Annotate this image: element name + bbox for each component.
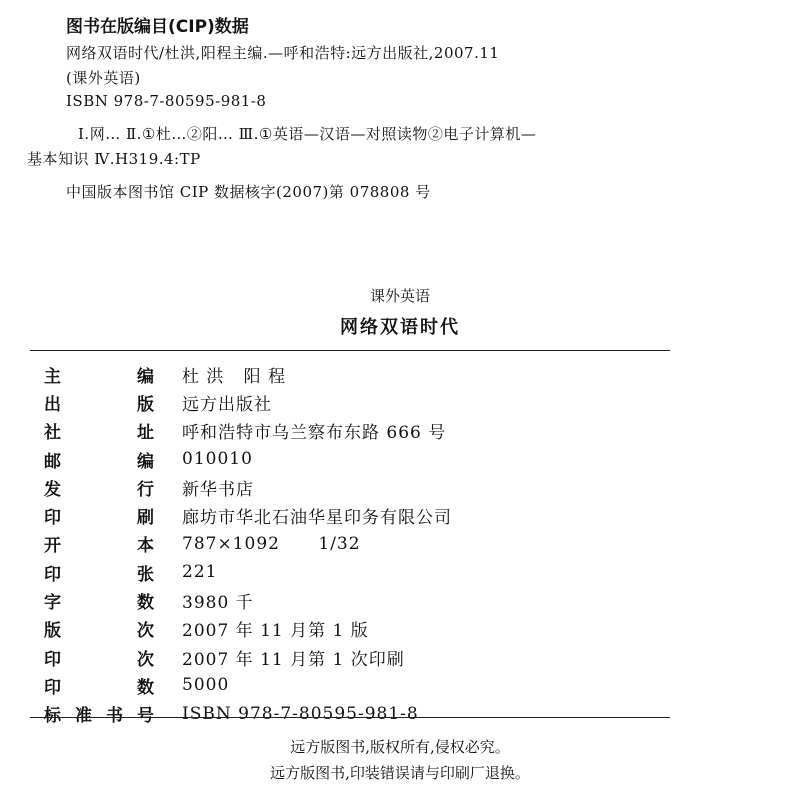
- cip-line-series: (课外英语): [66, 69, 141, 87]
- imprint-row: [44, 473, 664, 501]
- imprint-label-char: 址: [137, 423, 154, 444]
- imprint-label-char: 准: [75, 706, 92, 727]
- imprint-label-char: 邮: [44, 451, 61, 472]
- imprint-value: 221: [182, 562, 218, 583]
- imprint-row: [44, 558, 664, 586]
- imprint-label-char: 刷: [137, 508, 154, 529]
- imprint-label-char: 标: [44, 706, 61, 727]
- imprint-value: 新华书店: [182, 479, 254, 500]
- imprint-value: 3980 千: [182, 593, 254, 614]
- imprint-label-char: 编: [137, 451, 154, 472]
- imprint-label-char: 印: [44, 677, 61, 698]
- imprint-row: [44, 586, 664, 614]
- imprint-value: 010010: [182, 449, 253, 470]
- footer-copyright: 远方版图书,版权所有,侵权必究。: [290, 738, 510, 756]
- imprint-label: [44, 645, 154, 670]
- imprint-row: [44, 700, 664, 728]
- imprint-label: [44, 447, 154, 472]
- imprint-row: [44, 445, 664, 473]
- imprint-label: [44, 503, 154, 528]
- imprint-value: 廊坊市华北石油华星印务有限公司: [182, 508, 452, 529]
- imprint-value: ISBN 978-7-80595-981-8: [182, 703, 419, 724]
- imprint-label-char: 书: [106, 706, 123, 727]
- imprint-row: [44, 530, 664, 558]
- imprint-label-char: 发: [44, 479, 61, 500]
- imprint-label-char: 印: [44, 564, 61, 585]
- imprint-value: 787×1092 1/32: [182, 533, 361, 554]
- cip-line-isbn: ISBN 978-7-80595-981-8: [66, 92, 267, 110]
- cip-title: 图书在版编目(CIP)数据: [66, 17, 249, 37]
- imprint-label: [44, 673, 154, 698]
- imprint-value: 远方出版社: [182, 394, 272, 415]
- imprint-label-char: 数: [137, 677, 154, 698]
- book-series: 课外英语: [369, 287, 430, 305]
- cip-line-classification-1: Ⅰ.网… Ⅱ.①杜…②阳… Ⅲ.①英语—汉语—对照读物②电子计算机—: [78, 125, 537, 143]
- imprint-label-char: 数: [137, 593, 154, 614]
- imprint-label: [44, 362, 154, 387]
- imprint-label-char: 次: [137, 621, 154, 642]
- imprint-label-char: 开: [44, 536, 61, 557]
- imprint-label-char: 社: [44, 423, 61, 444]
- imprint-row: [44, 615, 664, 643]
- rule-top: [30, 350, 670, 351]
- imprint-row: [44, 671, 664, 699]
- book-title: 网络双语时代: [340, 317, 460, 338]
- imprint-row: [44, 417, 664, 445]
- imprint-label: [44, 560, 154, 585]
- imprint-row: [44, 643, 664, 671]
- imprint-label-char: 本: [137, 536, 154, 557]
- rule-bottom: [30, 717, 670, 718]
- imprint-value: 呼和浩特市乌兰察布东路 666 号: [182, 423, 447, 444]
- imprint-label-char: 出: [44, 394, 61, 415]
- imprint-label: [44, 588, 154, 613]
- imprint-label-char: 主: [44, 366, 61, 387]
- imprint-label: [44, 701, 154, 726]
- imprint-label-char: 版: [44, 621, 61, 642]
- footer-returns: 远方版图书,印装错误请与印刷厂退换。: [270, 764, 530, 782]
- imprint-label-char: 号: [137, 706, 154, 727]
- imprint-label-char: 版: [137, 394, 154, 415]
- cip-line-classification-2: 基本知识 Ⅳ.H319.4:TP: [27, 150, 201, 168]
- imprint-label: [44, 418, 154, 443]
- imprint-label-char: 编: [137, 366, 154, 387]
- imprint-value: 2007 年 11 月第 1 版: [182, 621, 369, 642]
- imprint-label: [44, 531, 154, 556]
- cip-line-title-author: 网络双语时代/杜洪,阳程主编.—呼和浩特:远方出版社,2007.11: [66, 44, 500, 62]
- imprint-value: 5000: [182, 675, 230, 696]
- imprint-label: [44, 390, 154, 415]
- imprint-label-char: 印: [44, 508, 61, 529]
- imprint-row: [44, 501, 664, 529]
- cip-line-verification: 中国版本图书馆 CIP 数据核字(2007)第 078808 号: [66, 183, 431, 201]
- imprint-label-char: 字: [44, 593, 61, 614]
- imprint-label: [44, 616, 154, 641]
- imprint-label-char: 张: [137, 564, 154, 585]
- imprint-label-char: 印: [44, 649, 61, 670]
- imprint-row: [44, 360, 664, 388]
- imprint-label-char: 次: [137, 649, 154, 670]
- imprint-value: 杜 洪 阳 程: [182, 366, 287, 387]
- imprint-table: [44, 360, 664, 728]
- imprint-value: 2007 年 11 月第 1 次印刷: [182, 649, 405, 670]
- imprint-label: [44, 475, 154, 500]
- imprint-row: [44, 388, 664, 416]
- imprint-label-char: 行: [137, 479, 154, 500]
